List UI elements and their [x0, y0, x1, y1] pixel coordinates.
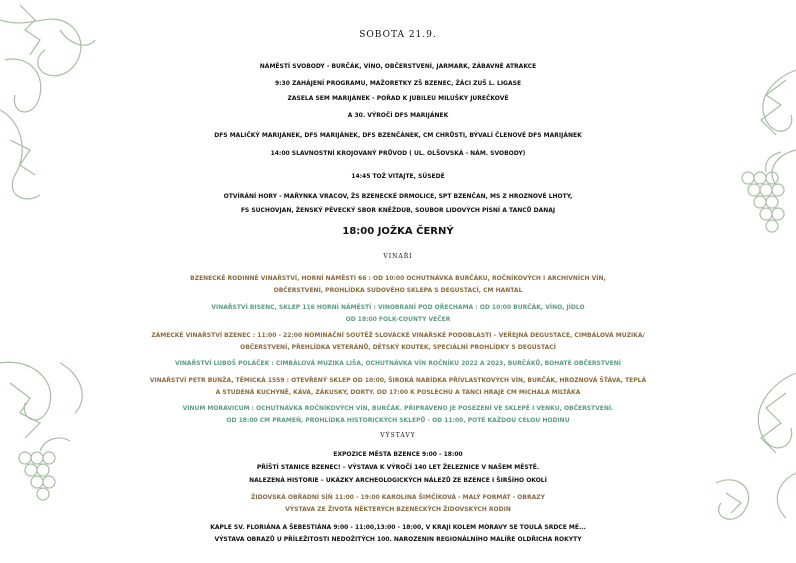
winery-bisenc-line-2: OD 18:00 FOLK-COUNTY VEČER	[345, 316, 451, 323]
kaple-line-2: VÝSTAVA OBRAZŮ U PŘÍLEŽITOSTI NEDOŽITÝCH 100. NAROZENIN REGIONÁLNÍHO MALÍŘE OLDŘICHA ROKYTY	[214, 536, 582, 543]
marijanek-heading-2: A 30. VÝROČÍ DFS MARIJÁNEK	[347, 112, 449, 119]
marijanek-performers: DFS MALIČKÝ MARIJÁNEK, DFS MARIJÁNEK, DFS BZENČÁNEK, CM CHRŮSTI, BÝVALÍ ČLENOVÉ DFS MARIJÁNEK	[214, 132, 582, 139]
winery-zamecke-line-2: OBČERSTVENÍ, PŘEHLÍDKA VETERÁNŮ, DĚTSKÝ KOUTEK, SPECIÁLNÍ PROHLÍDKY S DEGUSTACÍ	[240, 344, 556, 351]
toz-vitajte-heading: 14:45 TOŽ VITAJTE, SÚSEDÉ	[351, 173, 445, 180]
page-title: SOBOTA 21.9.	[359, 30, 437, 40]
zidovska-line-1: ŽIDOVSKÁ OBŘADNÍ SÍŇ 11:00 - 19:00 KAROLINA ŠIMČÍKOVÁ - MALÝ FORMÁT - OBRAZY	[251, 494, 545, 501]
toz-vitajte-line-1: OTVÍRÁNÍ HORY - MAŘYNKA VRACOV, ŽS BZENECKÉ DRMOLICE, SPT BZENČAN, MS Z HROZNOVÉ LHOTY,	[223, 193, 573, 200]
winery-bisenc-line-1: VINAŘSTVÍ BISENC, SKLEP 116 HORNÍ NÁMĚSTÍ : VINOBRANÍ POD OŘECHAMA : OD 10:00 BURČÁK, VÍNO, JÍDLO	[211, 304, 585, 311]
toz-vitajte-line-2: FS SUCHOVJAN, ŽENSKÝ PĚVECKÝ SBOR KNĚŽDUB, SOUBOR LIDOVÝCH PÍSNÍ A TANCŮ DANAJ	[240, 207, 556, 214]
kaple-line-1: KAPLE SV. FLORIÁNA A ŠEBESTIÁNA 9:00 - 11:00,13:00 - 18:00, V KRAJI KOLEM MORAVY SE TOULÁ SRDCE MÉ...	[210, 524, 586, 531]
winery-bunza-line-2: A STUDENÁ KUCHYNĚ, KÁVA, ZÁKUSKY, DORTY. OD 17:00 K POSLECHU A TANCI HRAJE CM MICHALA MILTÁKA	[215, 389, 581, 396]
zidovska-line-2: VÝSTAVA ZE ŽIVOTA NĚKTERÝCH BZENECKÝCH ŽIDOVSKÝCH RODIN	[285, 506, 511, 513]
winery-moravicum-line-2: OD 18:00 CM PRAMEŇ, PROHLÍDKA HISTORICKÝCH SKLEPŮ - OD 11:00, POTÉ KAŽDOU CELOU HODINU	[226, 417, 570, 424]
winery-zamecke-line-1: ZÁMECKÉ VINAŘSTVÍ BZENEC : 11:00 - 22:00 NOMINAČNÍ SOUTĚŽ SLOVÁCKÉ VINAŘSKÉ PODOBLASTI – VEŘEJNÁ DEGUSTACE, CIMBÁLOVÁ MUZIKA/	[151, 332, 645, 339]
winery-moravicum-line-1: VINUM MORAVICUM : OCHUTNÁVKA ROČNÍKOVÝCH VÍN, BURČÁK. PŘIPRAVENO JE POSEZENÍ VE SKLEPĚ I VENKU, OBČERSTVENÍ.	[182, 405, 614, 412]
procession-heading: 14:00 SLAVNOSTNÍ KROJOVANÝ PRŮVOD ( UL. OLŠOVSKÁ - NÁM. SVOBODY)	[270, 150, 526, 157]
winery-bzenecke-line-2: OBČERSTVENÍ, PROHLÍDKA SUDOVÉHO SKLEPA S DEGUSTACÍ, CM HANTAL	[273, 287, 523, 294]
intro-line-1: NÁMĚSTÍ SVOBODY - BURČÁK, VÍNO, OBČERSTVENÍ, JARMARK, ZÁBAVNÉ ATRAKCE	[259, 63, 537, 70]
winery-bunza-line-1: VINAŘSTVÍ PETR BUNŽA, TĚMICKÁ 1559 : OTEVŘENÝ SKLEP OD 10:00, ŠIROKÁ NABÍDKA PŘÍVLASTKOVÝCH VÍN, BURČÁK, HROZNOVÁ ŠŤÁVA, TEPLÁ	[149, 377, 647, 384]
vystavy-heading: VÝSTAVY	[380, 432, 416, 439]
expozice-line-1: EXPOZICE MĚSTA BZENCE 9:00 - 18:00	[333, 451, 463, 458]
intro-line-2: 9:30 ZAHÁJENÍ PROGRAMU, MAŽORETKY ZŠ BZENEC, ŽÁCI ZUŠ L. LIGASE	[274, 80, 522, 87]
winery-bzenecke-line-1: BZENECKÉ RODINNÉ VINAŘSTVÍ, HORNÍ NÁMĚSTÍ 66 : OD 10:00 OCHUTNÁVKA BURČÁKU, ROČNÍKOVÝCH I ARCHIVNÍCH VÍN,	[190, 275, 606, 282]
expozice-line-2: PŘÍŠTÍ STANICE BZENEC! – VÝSTAVA K VÝROČÍ 140 LET ŽELEZNICE V NAŠEM MĚSTĚ.	[256, 464, 540, 471]
winery-polacek-line-1: VINAŘSTVÍ LUBOŠ POLÁČEK : CIMBÁLOVÁ MUZIKA LIŠA, OCHUTNÁVKA VÍN ROČNÍKU 2022 A 2023, BURČÁKŮ, BOHATÉ OBČERSTVENÍ	[175, 360, 621, 367]
expozice-line-3: NALEZENÁ HISTORIE – UKÁZKY ARCHEOLOGICKÝCH NÁLEZŮ ZE BZENCE I ŠIRŠÍHO OKOLÍ	[249, 477, 547, 484]
headliner-heading: 18:00 JOŽKA ČERNÝ	[342, 226, 454, 237]
vinari-heading: VINAŘI	[383, 253, 413, 260]
marijanek-heading-1: ZASELA SEM MARIJÁNEK - POŘAD K JUBILEU MILUŠKY JUREČKOVÉ	[287, 95, 509, 102]
